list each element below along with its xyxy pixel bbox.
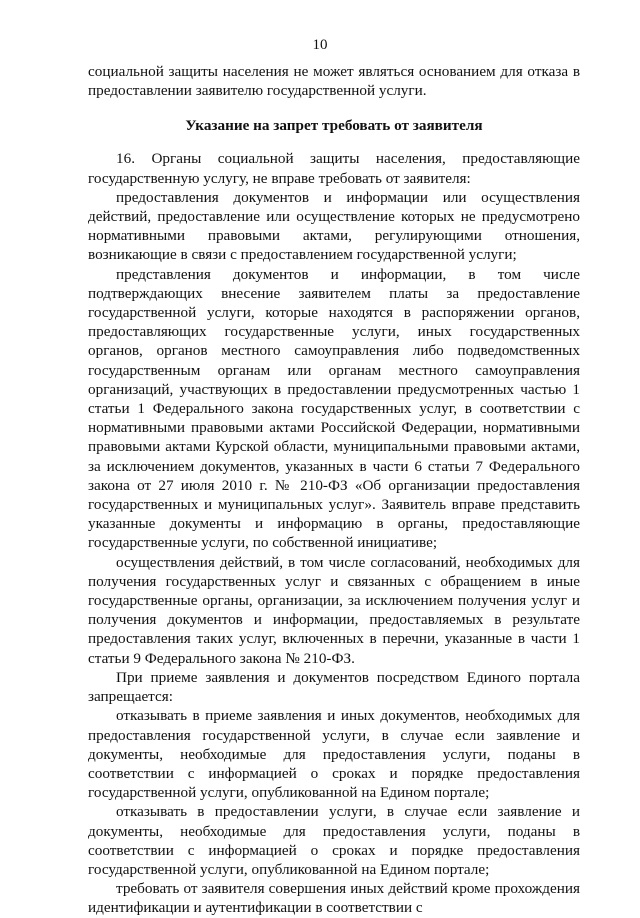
section-heading: Указание на запрет требовать от заявителя <box>185 117 483 135</box>
paragraph-continuation: социальной защиты населения не может являться основанием для отказа в предоставлении заявителю государственной услуги. <box>88 63 580 100</box>
paragraph-item-actions: осуществления действий, в том числе согласований, необходимых для получения государственных услуг и связанных с обращением в иные государственные органы, организации, за исключением получения услуг и получения документов и информации, предоставляемых в результате предоставления таких услуг, включенных в перечни, указанные в части 1 статьи 9 Федерального закона № 210-ФЗ. <box>88 553 580 667</box>
document-body <box>88 62 580 918</box>
paragraph-portal-intro: При приеме заявления и документов посредством Единого портала запрещается: <box>88 668 580 706</box>
paragraph-item-documents: предоставления документов и информации или осуществления действий, предоставление или осуществление которых не предусмотрено нормативными правовыми актами, регулирующими отношения, возникающие в связи с предоставлением государственной услуги; <box>88 188 580 264</box>
paragraph-portal-refuse-service: отказывать в предоставлении услуги, в случае если заявление и документы, необходимые для предоставления услуги, поданы в соответствии с информацией о сроках и порядке предоставления государственной услуги, опубликованной на Едином портале; <box>88 803 580 878</box>
paragraph-item-representation: представления документов и информации, в том числе подтверждающих внесение заявителем платы за предоставление государственной услуги, которые находятся в распоряжении органов, предоставляющих государственные услуги, иных государственных органов, органов местного самоуправления либо подведомственных государственным органам или органам местного самоуправления организаций, участвующих в предоставлении предусмотренных частью 1 статьи 1 Федерального закона государственных услуг, в соответствии с нормативными правовыми актами Российской Федерации, нормативными правовыми актами Курской области, муниципальными правовыми актами, за исключением документов, указанных в части 6 статьи 7 Федерального закона от 27 июля 2010 г. № 210-ФЗ «Об организации предоставления государственных и муниципальных услуг». Заявитель вправе представить указанные документы и информацию в органы, предоставляющие государственные услуги, по собственной инициативе; <box>88 265 580 552</box>
page-number: 10 <box>312 37 328 53</box>
paragraph-16: 16. Органы социальной защиты населения, предоставляющие государственную услугу, не вправе требовать от заявителя: <box>88 150 580 187</box>
paragraph-portal-refuse-acceptance: отказывать в приеме заявления и иных документов, необходимых для предоставления государственной услуги, в случае если заявление и документы, необходимые для предоставления услуги, поданы в соответствии с информацией о сроках и порядке предоставления государственной услуги, опубликованной на Едином портале; <box>88 707 580 802</box>
paragraph-portal-require-actions: требовать от заявителя совершения иных действий кроме прохождения идентификации и аутентификации в соответствии с <box>88 880 580 917</box>
